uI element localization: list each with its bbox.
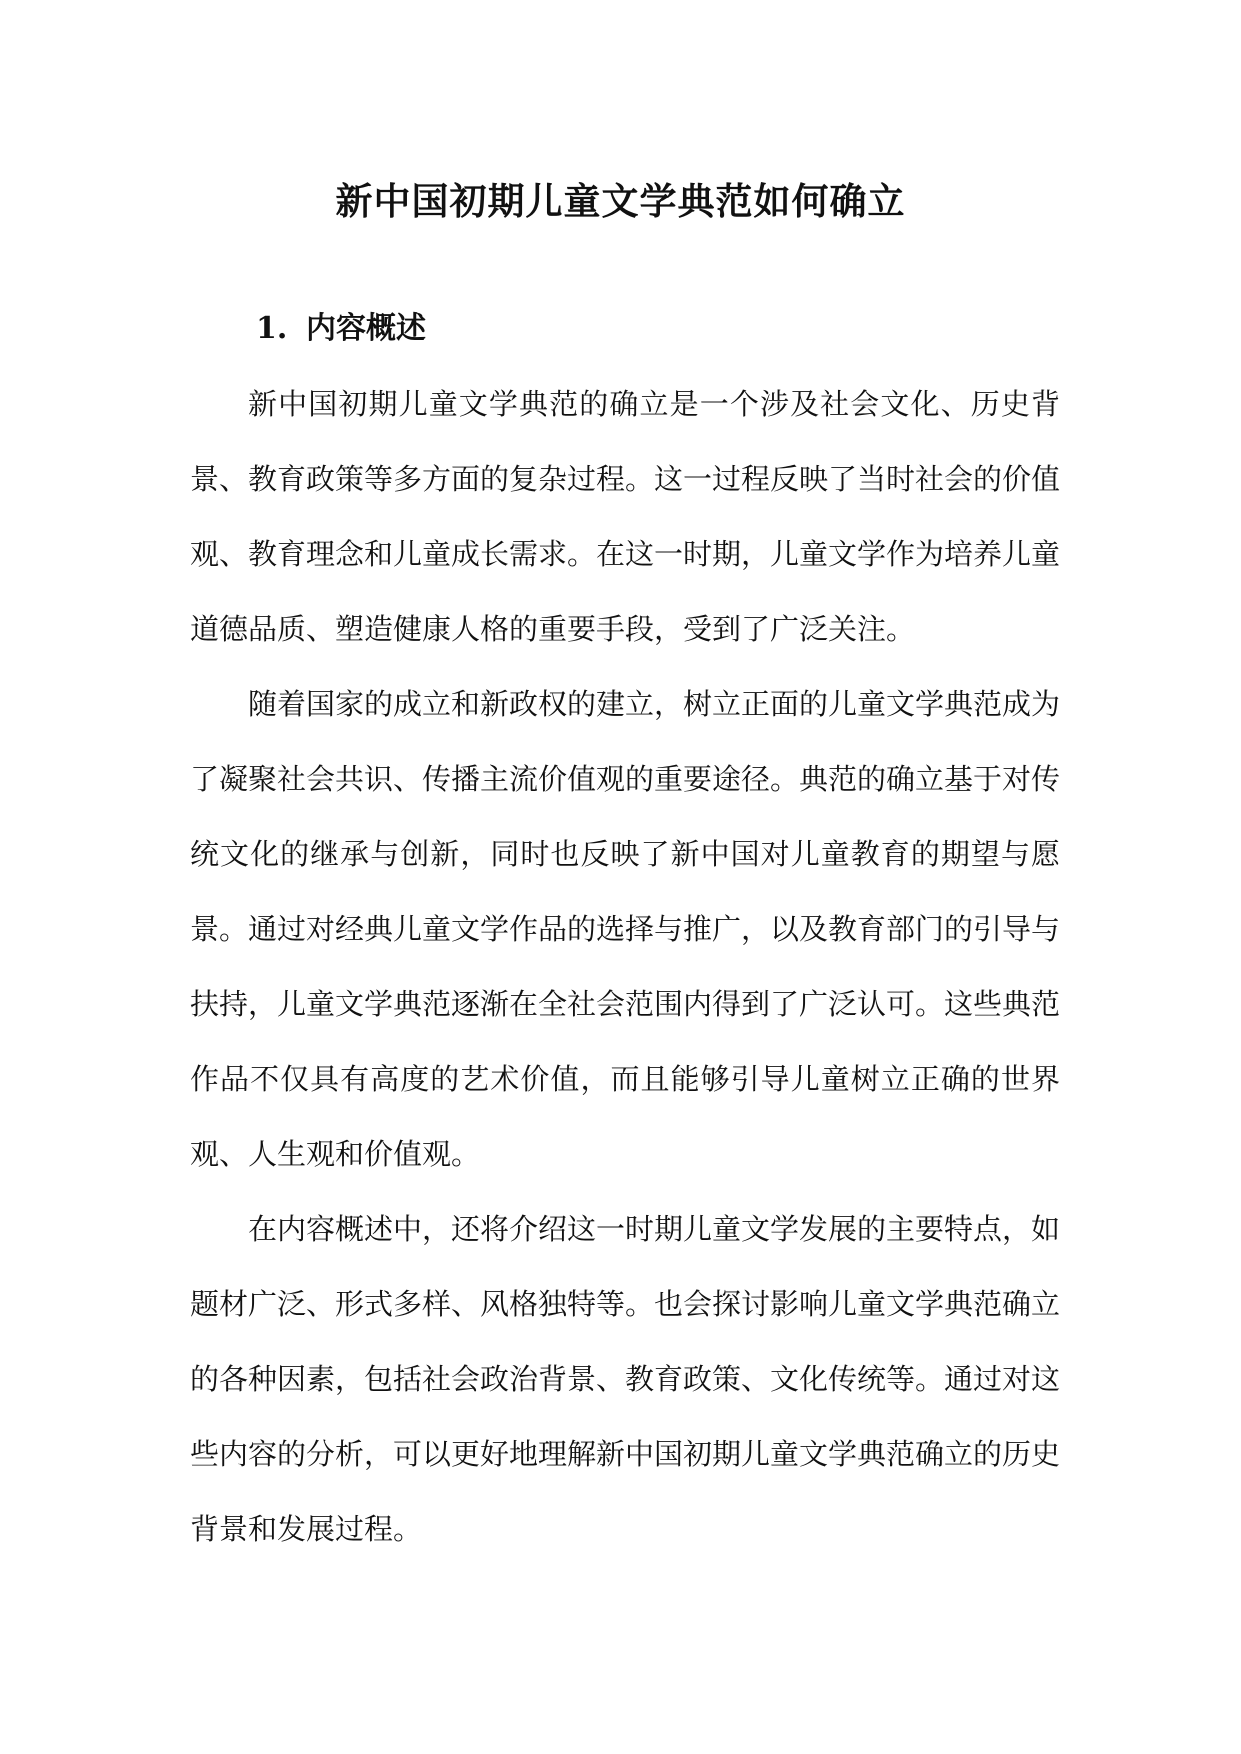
section-number: 1. [256,310,288,346]
body-paragraph-3: 在内容概述中，还将介绍这一时期儿童文学发展的主要特点，如题材广泛、形式多样、风格独特等。也会探讨影响儿童文学典范确立的各种因素，包括社会政治背景、教育政策、文化传统等。通过对这些内容的分析，可以更好地理解新中国初期儿童文学典范确立的历史背景和发展过程。 [190,1212,1061,1546]
section-title: 内容概述 [306,310,426,346]
section-heading [256,305,426,353]
body-paragraph-1: 新中国初期儿童文学典范的确立是一个涉及社会文化、历史背景、教育政策等多方面的复杂过程。这一过程反映了当时社会的价值观、教育理念和儿童成长需求。在这一时期，儿童文学作为培养儿童道德品质、塑造健康人格的重要手段，受到了广泛关注。 [190,387,1061,646]
document-title: 新中国初期儿童文学典范如何确立 [335,178,906,223]
body-paragraph-2: 随着国家的成立和新政权的建立，树立正面的儿童文学典范成为了凝聚社会共识、传播主流价值观的重要途径。典范的确立基于对传统文化的继承与创新，同时也反映了新中国对儿童教育的期望与愿景。通过对经典儿童文学作品的选择与推广，以及教育部门的引导与扶持，儿童文学典范逐渐在全社会范围内得到了广泛认可。这些典范作品不仅具有高度的艺术价值，而且能够引导儿童树立正确的世界观、人生观和价值观。 [190,687,1061,1171]
